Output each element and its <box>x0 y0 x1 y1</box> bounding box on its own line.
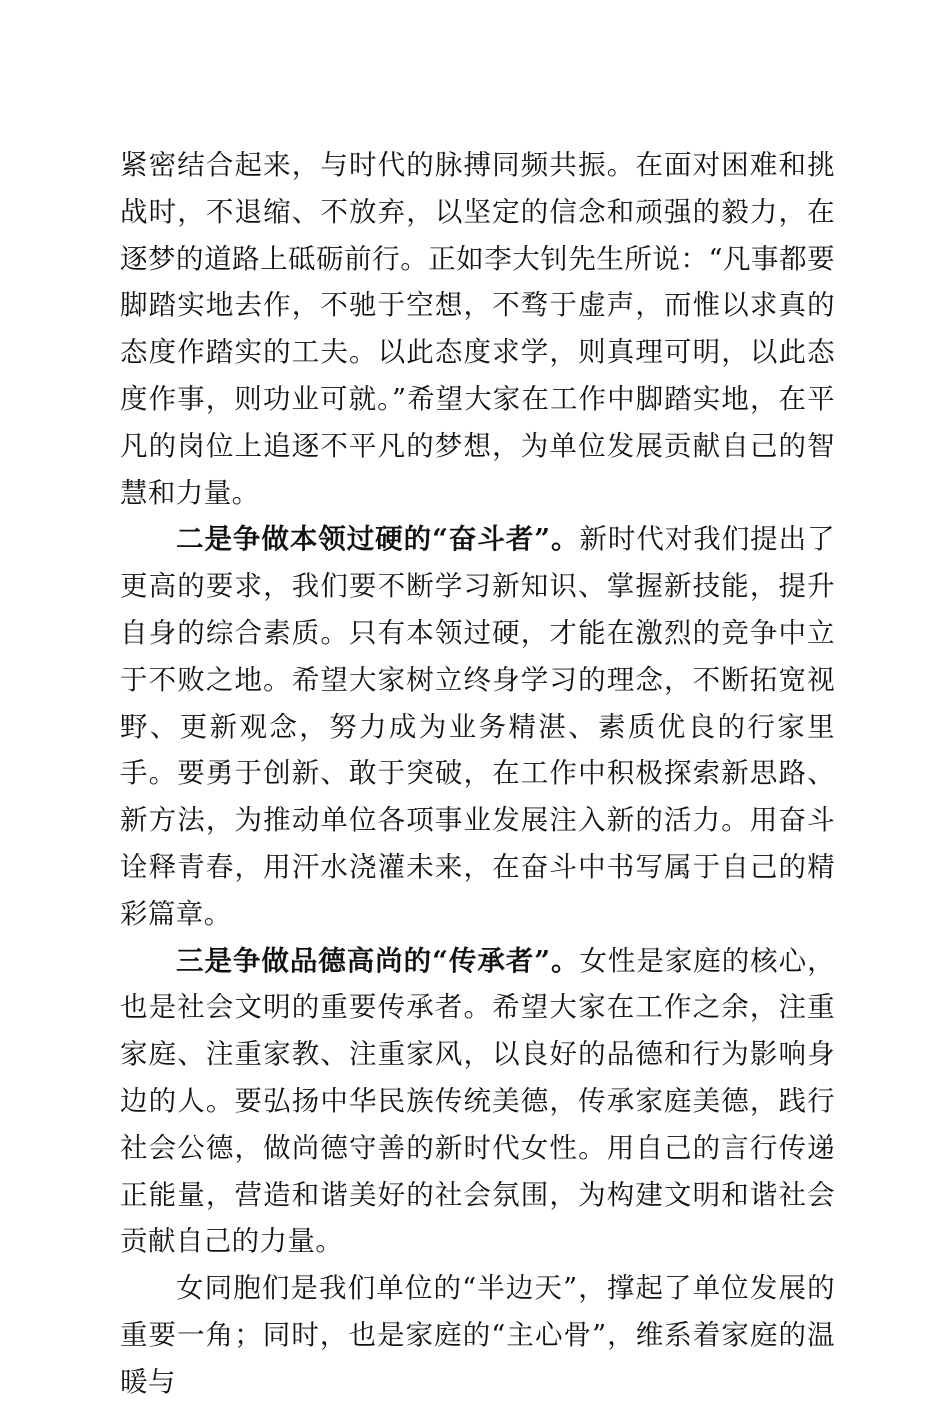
paragraph-4 <box>120 1265 835 1405</box>
paragraph-3-heading: 三是争做品德高尚的“传承者”。 <box>176 944 580 977</box>
paragraph-2-text: 新时代对我们提出了更高的要求，我们要不断学习新知识、掌握新技能，提升自身的综合素质。只有本领过硬，才能在激烈的竞争中立于不败之地。希望大家树立终身学习的理念，不断拓宽视野、更新观念，努力成为业务精湛、素质优良的行家里手。要勇于创新、敢于突破，在工作中积极探索新思路、新方法，为推动单位各项事业发展注入新的活力。用奋斗诠释青春，用汗水浇灌未来，在奋斗中书写属于自己的精彩篇章。 <box>120 523 835 930</box>
body-text <box>120 142 835 1406</box>
paragraph-1 <box>120 142 835 516</box>
paragraph-3-text: 女性是家庭的核心，也是社会文明的重要传承者。希望大家在工作之余，注重家庭、注重家教、注重家风，以良好的品德和行为影响身边的人。要弘扬中华民族传统美德，传承家庭美德，践行社会公德，做尚德守善的新时代女性。用自己的言行传递正能量，营造和谐美好的社会氛围，为构建文明和谐社会贡献自己的力量。 <box>120 944 835 1258</box>
paragraph-2-heading: 二是争做本领过硬的“奋斗者”。 <box>176 523 580 556</box>
paragraph-1-text: 紧密结合起来，与时代的脉搏同频共振。在面对困难和挑战时，不退缩、不放弃，以坚定的信念和顽强的毅力，在逐梦的道路上砥砺前行。正如李大钊先生所说：“凡事都要脚踏实地去作，不驰于空想，不骛于虚声，而惟以求真的态度作踏实的工夫。以此态度求学，则真理可明，以此态度作事，则功业可就。”希望大家在工作中脚踏实地，在平凡的岗位上追逐不平凡的梦想，为单位发展贡献自己的智慧和力量。 <box>120 149 835 509</box>
paragraph-4-text: 女同胞们是我们单位的“半边天”，撑起了单位发展的重要一角；同时，也是家庭的“主心骨”，维系着家庭的温暖与 <box>120 1272 835 1398</box>
paragraph-3 <box>120 938 835 1266</box>
paragraph-2 <box>120 516 835 937</box>
